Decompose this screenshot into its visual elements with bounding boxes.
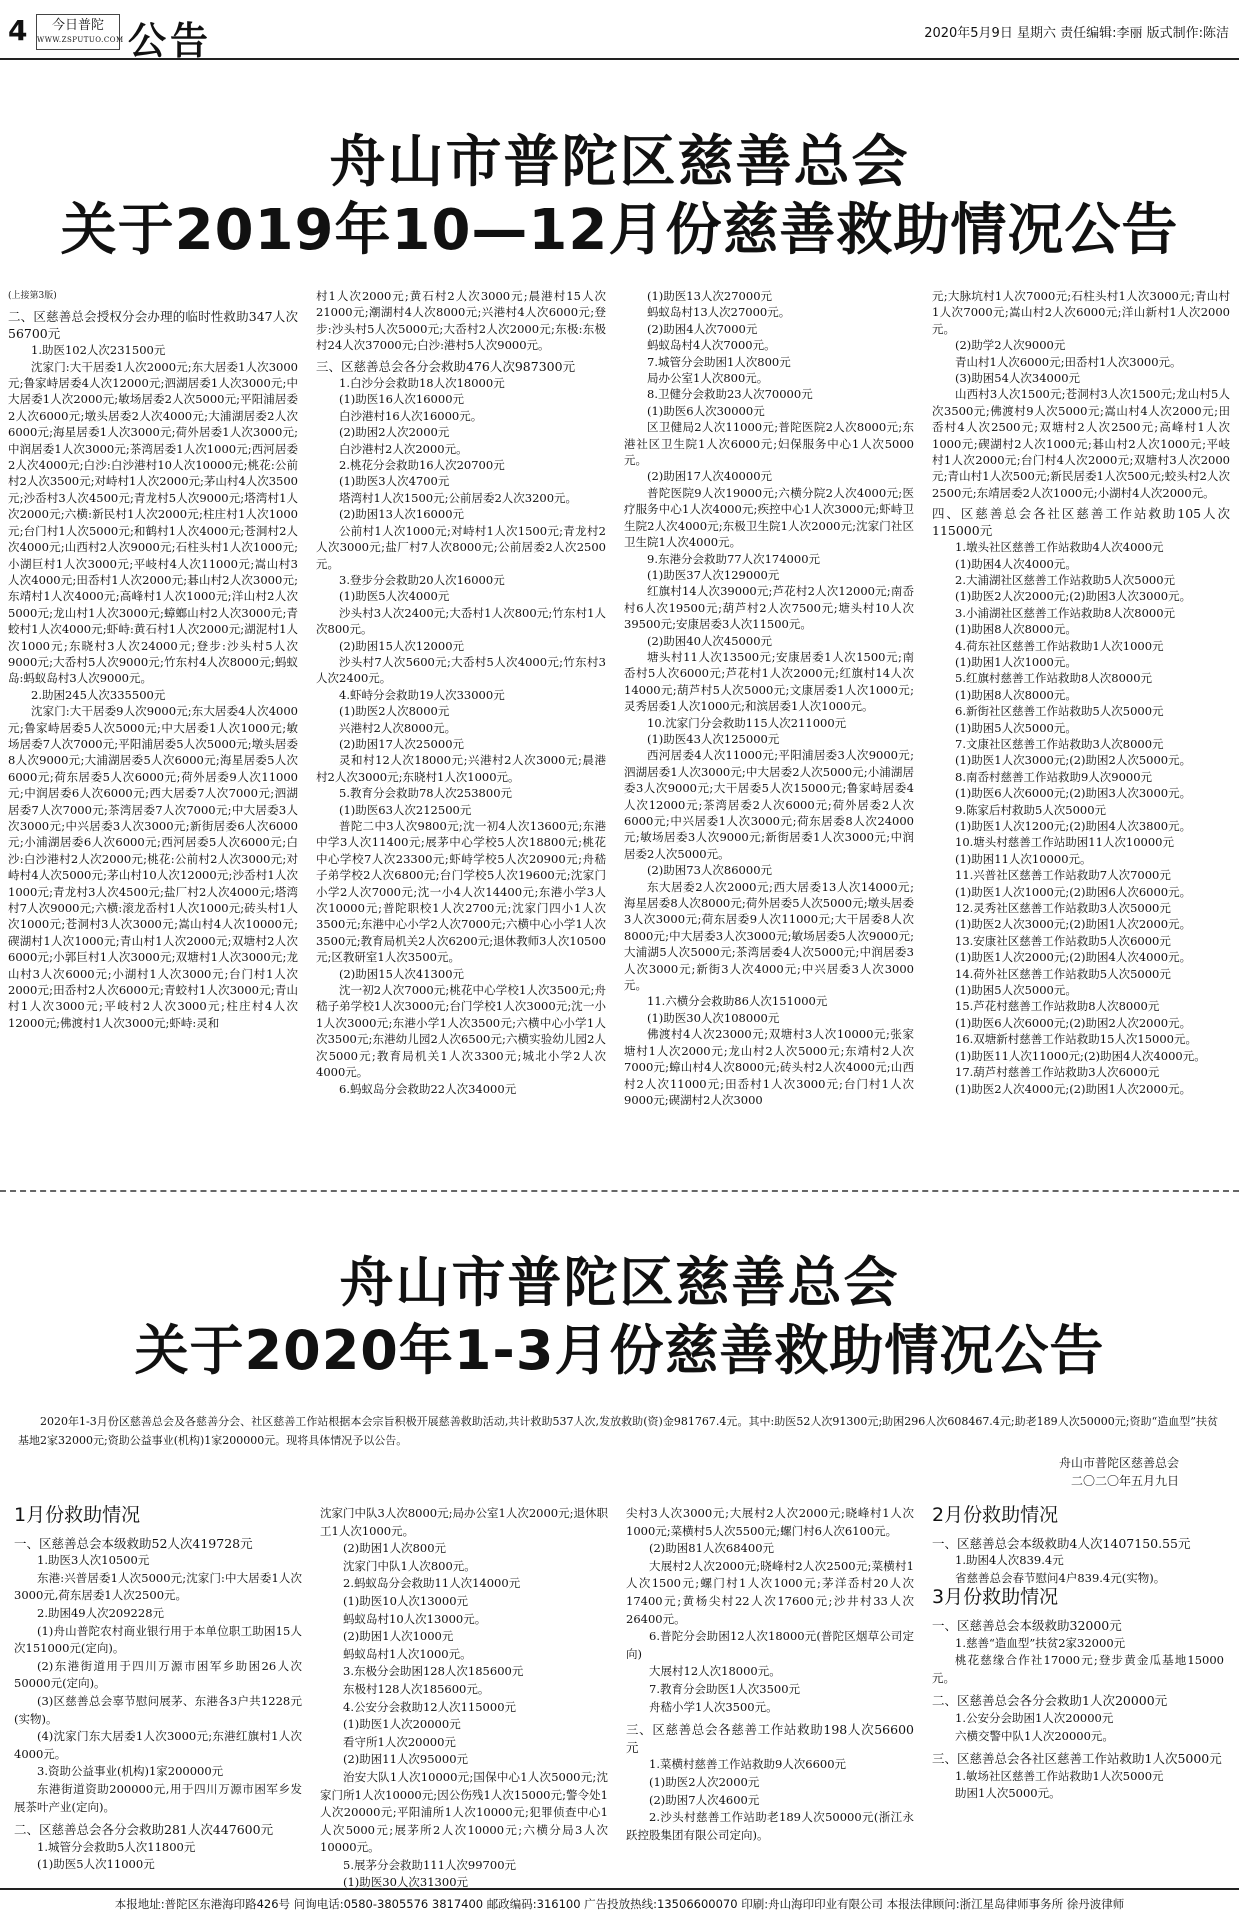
paragraph: (2)东港街道用于四川万源市困军乡助困26人次50000元(定向)。 <box>14 1658 302 1691</box>
paragraph: (1)助医11人次11000元;(2)助困4人次4000元。 <box>955 1048 1206 1063</box>
paragraph: (1)助医6人次6000元;(2)助困2人次2000元。 <box>955 1015 1192 1030</box>
paragraph: 塘头村11人次13500元;安康居委1人次1500元;南岙村5人次6000元;芦花村1人次2000元;红旗村14人次14000元;葫芦村5人次5000元;文康居委1人次1000元;灵秀居委1人次1000元;和滨居委1人次1000元。 <box>624 649 914 714</box>
paragraph: 6.新街社区慈善工作站救助5人次5000元 <box>955 704 1164 719</box>
paragraph: 1.公安分会助困1人次20000元 <box>955 1710 1114 1725</box>
paragraph: (1)助困1人次1000元。 <box>955 654 1077 669</box>
paragraph: 6.蚂蚁岛分会救助22人次34000元 <box>339 1081 517 1096</box>
paragraph: (2)助困40人次45000元 <box>647 633 773 648</box>
paragraph: (2)助困11人次95000元 <box>343 1752 469 1767</box>
notice2-title-line1: 舟山市普陀区慈善总会 <box>339 1251 900 1314</box>
paragraph: 3.小浦湖社区慈善工作站救助8人次8000元 <box>955 605 1176 620</box>
logo-url: WWW.ZSPUTUO.COM <box>37 36 124 44</box>
paragraph: 蚂蚁岛村4人次7000元。 <box>647 338 776 353</box>
paragraph: (1)助困5人次5000元。 <box>955 720 1077 735</box>
section-heading: 二、区慈善总会授权分会办理的临时性救助347人次56700元 <box>8 309 298 341</box>
paragraph: 白沙港村16人次16000元。 <box>339 408 483 423</box>
paragraph: 普陀二中3人次9800元;沈一初4人次13600元;东港中学3人次11400元;展茅中心学校5人次18800元;桃花中心学校7人次23300元;虾峙学校5人次20900元;舟嵇子弟学校2人次6800元;台门学校5人次19600元;沈家门小学2人次7000元;沈一小4人次14400元;东港小学3人次10000元;普陀职校1人次2700元;沈家门四小1人次3500元;东港中心小学2人次7000元;六横中心小学1人次3500元;教育局机关2人次6200元;退休教师3人次10500元;区教研室1人次3500元。 <box>316 819 606 965</box>
page-number: 4 <box>8 14 28 47</box>
notice2-column-1 <box>14 1505 302 1890</box>
section-heading: 一、区慈善总会本级救助32000元 <box>932 1617 1122 1633</box>
paragraph: 1.菜横村慈善工作站救助9人次6600元 <box>649 1757 847 1772</box>
paragraph: 东港街道资助200000元,用于四川万源市困军乡发展茶叶产业(定向)。 <box>14 1781 302 1814</box>
paragraph: 9.东港分会救助77人次174000元 <box>647 551 821 566</box>
month-heading: 2月份救助情况 <box>932 1505 1059 1526</box>
paragraph: 10.沈家门分会救助115人次211000元 <box>647 715 847 730</box>
paragraph: (1)助困8人次8000元。 <box>955 687 1077 702</box>
paragraph: 5.展茅分会救助111人次99700元 <box>343 1857 517 1872</box>
paragraph: (3)助困54人次34000元 <box>955 371 1081 386</box>
paragraph: (1)助困8人次8000元。 <box>955 622 1077 637</box>
section-heading: 四、区慈善总会各社区慈善工作站救助105人次115000元 <box>932 506 1230 538</box>
month-heading: 1月份救助情况 <box>14 1505 141 1526</box>
paragraph: 看守所1人次20000元 <box>343 1734 456 1749</box>
paragraph: 10.塘头村慈善工作站助困11人次10000元 <box>955 835 1175 850</box>
paragraph: 西河居委4人次11000元;平阳浦居委3人次9000元;泗湖居委1人次3000元;中大居委2人次5000元;小浦湖居委3人次9000元;大干居委5人次15000元;鲁家峙居委4人次12000元;茶湾居委2人次6000元;荷外居委2人次6000元;中兴居委1人次3000元;荷东居委8人次24000元;敏场居委3人次9000元;新街居委1人次3000元;中润居委2人次5000元。 <box>624 748 914 861</box>
paragraph: 1.慈善“造血型”扶贫2家32000元 <box>955 1635 1126 1650</box>
paragraph: (2)助困4人次7000元 <box>647 321 758 336</box>
date-editor-line: 2020年5月9日 星期六 责任编辑:李丽 版式制作:陈洁 <box>924 26 1229 41</box>
paragraph: 东港:兴普居委1人次5000元;沈家门:中大居委1人次3000元,荷东居委1人次2500元。 <box>14 1570 302 1603</box>
notice-divider <box>0 1190 1239 1192</box>
paragraph: 区卫健局2人次11000元;普陀医院2人次8000元;东港社区卫生院1人次6000元;妇保服务中心1人次5000元。 <box>624 420 914 468</box>
paragraph: (1)助医6人次6000元;(2)助困3人次3000元。 <box>955 786 1192 801</box>
paragraph: 蚂蚁岛村1人次1000元。 <box>343 1646 472 1661</box>
notice2-column-3 <box>626 1505 914 1890</box>
paragraph: (1)助医16人次16000元 <box>339 392 465 407</box>
paragraph: 3.资助公益事业(机构)1家200000元 <box>37 1764 224 1779</box>
paragraph: (1)助医2人次3000元;(2)助困1人次2000元。 <box>955 917 1192 932</box>
paragraph: (1)助医2人次2000元;(2)助困3人次3000元。 <box>955 589 1192 604</box>
paragraph: 2.沙头村慈善工作站助老189人次50000元(浙江永跃控股集团有限公司定向)。 <box>626 1810 914 1842</box>
paragraph: (1)助医30人次31300元 <box>343 1875 469 1890</box>
paragraph: 7.文康社区慈善工作站救助3人次8000元 <box>955 736 1164 751</box>
notice2-title-line2: 关于2020年1-3月份慈善救助情况公告 <box>134 1319 1105 1382</box>
paragraph: (1)助医5人次4000元 <box>339 589 450 604</box>
paragraph: 8.卫健分会救助23人次70000元 <box>647 387 813 402</box>
notice1-title-line1: 舟山市普陀区慈善总会 <box>329 130 910 195</box>
paragraph: 5.教育分会救助78人次253800元 <box>339 786 513 801</box>
paragraph: 3.登步分会救助20人次16000元 <box>339 572 505 587</box>
paragraph-continuation: 沈家门中队3人次8000元;局办公室1人次2000元;退休职工1人次1000元。 <box>320 1506 608 1538</box>
paragraph: 5.红旗村慈善工作站救助8人次8000元 <box>955 671 1153 686</box>
paragraph-continuation: 尖村3人次3000元;大展村2人次2000元;晓峰村1人次1000元;菜横村5人次5500元;螺门村6人次6100元。 <box>626 1506 914 1538</box>
paragraph: 12.灵秀社区慈善工作站救助3人次5000元 <box>955 901 1171 916</box>
paragraph: 沙头村3人次2400元;大岙村1人次800元;竹东村1人次800元。 <box>316 605 606 637</box>
paragraph: 灵和村12人次18000元;兴港村2人次3000元;晨港村2人次3000元;东晓村1人次1000元。 <box>316 753 606 784</box>
paragraph: 15.芦花村慈善工作站救助8人次8000元 <box>955 999 1160 1014</box>
paragraph: 佛渡村4人次23000元;双塘村3人次10000元;张家塘村1人次2000元;龙山村2人次5000元;东靖村2人次7000元;蟑山村4人次8000元;砖头村2人次4000元;山西村2人次11000元;田岙村1人次3000元;台门村1人次9000元;碶湖村2人次3000 <box>624 1027 914 1107</box>
paragraph: 9.陈家后村救助5人次5000元 <box>955 802 1107 817</box>
paragraph: 红旗村14人次39000元;芦花村2人次12000元;南岙村6人次19500元;葫芦村2人次7500元;塘头村10人次39500元;安康居委3人次11500元。 <box>624 584 914 632</box>
paragraph: 沈家门中队1人次800元。 <box>343 1558 476 1573</box>
paragraph: (2)助困13人次16000元 <box>339 507 465 522</box>
section-heading: 一、区慈善总会本级救助52人次419728元 <box>14 1535 253 1551</box>
newspaper-logo <box>36 14 124 50</box>
paragraph: (1)助医5人次11000元 <box>37 1857 155 1872</box>
paragraph: 沈家门:大干居委1人次2000元;东大居委1人次3000元;鲁家峙居委4人次12000元;泗湖居委1人次3000元;中大居委1人次2000元;敏场居委2人次5000元;平阳浦居委2人次6000元;墩头居委2人次4000元;大浦湖居委2人次6000元;海星居委1人次3000元;荷外居委1人次3000元;中润居委1人次3000元;茶湾居委1人次1000元;西河居委2人次4000元;白沙:白沙港村10人次10000元;桃花:公前村2人次3500元;对峙村1人次2000元;茅山村4人次3500元;沙岙村3人次4500元;青龙村5人次9000元;塔湾村1人次2000元;六横:新民村1人次2000元;柱庄村1人次1000元;台门村1人次5000元;和鹤村1人次4000元;苍洞村2人次4000元;山西村2人次9000元;石柱头村1人次1000元;小湖巨村1人次3000元;平岐村4人次11000元;嵩山村3人次4000元;田岙村1人次2000元;碁山村2人次3000元;东靖村1人次4000元;高峰村1人次1000元;洋山村2人次5000元;龙山村1人次3000元;蟑螂山村2人次3000元;青蛟村1人次4000元;虾峙:黄石村1人次2000元;湖泥村1人次1000元;东晓村3人次24000元;登步:沙头村5人次9000元;大岙村5人次9000元;竹东村4人次8000元;蚂蚁岛:蚂蚁岛村3人次9000元。 <box>8 359 298 686</box>
paragraph: 蚂蚁岛村13人次27000元。 <box>647 305 791 320</box>
paragraph: (1)助医10人次13000元 <box>343 1593 469 1608</box>
paragraph: 局办公室1人次800元。 <box>647 371 769 386</box>
paragraph: 青山村1人次6000元;田岙村1人次3000元。 <box>955 354 1182 369</box>
paragraph: 兴港村2人次8000元。 <box>339 720 457 735</box>
notice2-intro: 2020年1-3月份区慈善总会及各慈善分会、社区慈善工作站根据本会宗旨积极开展慈善救助活动,共计救助537人次,发放救助(资)金981767.4元。其中:助医52人次91300元;助困296人次608467.4元;助老189人次50000元;资助“造血型”扶贫基地2家32000元;资助公益事业(机构)1家200000元。现将具体情况予以公告。 <box>18 1415 1218 1447</box>
notice1-column-2 <box>316 288 606 1178</box>
paragraph: (1)助医43人次125000元 <box>647 731 780 746</box>
paragraph: 沙头村7人次5600元;大岙村5人次4000元;竹东村3人次2400元。 <box>316 654 606 686</box>
paragraph: 2.助困245人次335500元 <box>31 687 166 702</box>
section-heading: 三、区慈善总会各分会救助476人次987300元 <box>316 358 576 374</box>
paragraph: 沈一初2人次7000元;桃花中心学校1人次3500元;舟嵇子弟学校1人次3000元;台门学校1人次3000元;沈一小1人次3000元;东港小学1人次3500元;六横中心小学1人次3500元;东港幼儿园2人次6500元;六横实验幼儿园2人次5000元;教育局机关1人次3300元;城北小学2人次4000元。 <box>316 983 606 1080</box>
paragraph: 六横交警中队1人次20000元。 <box>955 1728 1114 1743</box>
header-rule <box>0 58 1239 60</box>
section-heading: 三、区慈善总会各慈善工作站救助198人次56600元 <box>626 1722 914 1755</box>
paragraph: (2)助困1人次800元 <box>343 1541 447 1556</box>
paragraph: (1)助医1人次20000元 <box>343 1717 461 1732</box>
paragraph: (2)助学2人次9000元 <box>955 338 1066 353</box>
paragraph: (1)助困5人次5000元。 <box>955 983 1077 998</box>
paragraph: 大展村2人次2000元;晓峰村2人次2500元;菜横村1人次1500元;螺门村1人次1000元;茅洋岙村20人次17400元;黄杨尖村22人次17600元;沙井村33人次26400元。 <box>626 1558 914 1626</box>
notice2-column-2 <box>320 1505 608 1890</box>
paragraph: 1.敏场社区慈善工作站救助1人次5000元 <box>955 1768 1164 1783</box>
paragraph: 1.助医3人次10500元 <box>37 1553 150 1568</box>
paragraph: (1)助困4人次4000元。 <box>955 556 1077 571</box>
footer-info: 本报地址:普陀区东港海印路426号 问询电话:0580-3805576 3817400 邮政编码:316100 广告投放热线:13506600070 印刷:舟山海印印业有限公司 本报法律顾问:浙江星岛律师事务所 徐丹波律师 <box>114 1897 1125 1911</box>
section-title: 公告 <box>128 19 213 63</box>
paragraph: (2)助困15人次12000元 <box>339 638 465 653</box>
paragraph: 1.城管分会救助5人次11800元 <box>37 1839 196 1854</box>
paragraph: (1)助医63人次212500元 <box>339 802 472 817</box>
paragraph: (2)助困2人次2000元 <box>339 425 450 440</box>
paragraph: (4)沈家门东大居委1人次3000元;东港红旗村1人次4000元。 <box>14 1729 302 1761</box>
paragraph: 1.助困4人次839.4元 <box>955 1553 1064 1568</box>
paragraph: (2)助困81人次68400元 <box>649 1541 775 1556</box>
paragraph: 8.南岙村慈善工作站救助9人次9000元 <box>955 769 1153 784</box>
paragraph: (1)助医3人次4700元 <box>339 474 450 489</box>
paragraph: 省慈善总会春节慰问4户839.4元(实物)。 <box>955 1570 1166 1585</box>
paragraph: (1)助医2人次8000元 <box>339 704 450 719</box>
paragraph: 普陀医院9人次19000元;六横分院2人次4000元;医疗服务中心1人次4000元;疾控中心1人次3000元;虾峙卫生院2人次4000元;东极卫生院1人次2000元;沈家门社区卫生院1人次4000元。 <box>624 485 914 550</box>
paragraph: 塔湾村1人次1500元;公前居委2人次3200元。 <box>339 490 578 505</box>
footer-rule <box>0 1888 1239 1890</box>
paragraph: 11.六横分会救助86人次151000元 <box>647 994 828 1009</box>
paragraph: 13.安康社区慈善工作站救助5人次6000元 <box>955 933 1171 948</box>
paragraph: (1)助医1人次3000元;(2)助困2人次5000元。 <box>955 753 1192 768</box>
paragraph: 16.双塘新村慈善工作站救助15人次15000元。 <box>955 1032 1198 1047</box>
paragraph: (2)助困17人次40000元 <box>647 469 773 484</box>
notice1-column-4 <box>932 288 1230 1178</box>
paragraph: (1)助医30人次108000元 <box>647 1010 780 1025</box>
notice1-column-3 <box>624 288 914 1178</box>
paragraph: 蚂蚁岛村10人次13000元。 <box>343 1611 487 1626</box>
paragraph: (1)舟山普陀农村商业银行用于本单位职工助困15人次151000元(定向)。 <box>14 1623 302 1656</box>
paragraph: (2)助困1人次1000元 <box>343 1629 454 1644</box>
paragraph: 4.公安分会救助12人次115000元 <box>343 1699 517 1714</box>
paragraph: 沈家门:大干居委9人次9000元;东大居委4人次4000元;鲁家峙居委5人次5000元;中大居委1人次1000元;敏场居委7人次7000元;平阳浦居委5人次5000元;墩头居委8人次9000元;大浦湖居委5人次6000元;海星居委5人次6000元;荷东居委5人次6000元;荷外居委9人次11000元;中润居委6人次6000元;西大居委7人次7000元;泗湖居委7人次7000元;茶湾居委7人次7000元;中大居委3人次3000元;中兴居委3人次3000元;新街居委6人次6000元;小浦湖居委6人次6000元;西河居委5人次6000元;白沙:白沙港村2人次2000元;桃花:公前村2人次3000元;对峙村4人次5000元;茅山村10人次12000元;沙岙村1人次1000元;青龙村3人次4500元;盐厂村2人次4000元;塔湾村7人次9000元;六横:滚龙岙村1人次1000元;砖头村1人次1000元;苍洞村3人次3000元;嵩山村4人次10000元;碶湖村1人次1000元;青山村1人次2000元;双塘村2人次6000元;小郭巨村1人次3000元;双塘村1人次3000元;龙山村3人次6000元;小湖村1人次3000元;台门村1人次2000元;田岙村2人次6000元;青蛟村1人次3000元;青山村1人次3000元;平岐村2人次3000元;柱庄村4人次12000元;佛渡村1人次3000元;虾峙:灵和 <box>8 704 298 1030</box>
paragraph: 2.桃花分会救助16人次20700元 <box>339 458 505 473</box>
notice2-signer: 舟山市普陀区慈善总会 <box>1058 1456 1179 1470</box>
paragraph: 14.荷外社区慈善工作站救助5人次5000元 <box>955 966 1171 981</box>
paragraph: 助困1人次5000元。 <box>955 1786 1061 1801</box>
paragraph: (2)助困15人次41300元 <box>339 966 465 981</box>
section-heading: 二、区慈善总会各分会救助1人次20000元 <box>932 1693 1168 1709</box>
paragraph: (1)助困11人次10000元。 <box>955 851 1092 866</box>
paragraph: 2.大浦湖社区慈善工作站救助5人次5000元 <box>955 572 1176 587</box>
paragraph: 3.东极分会助困128人次185600元 <box>343 1664 524 1679</box>
paragraph: (1)助医37人次129000元 <box>647 567 780 582</box>
paragraph: (2)助困73人次86000元 <box>647 863 773 878</box>
section-heading: 二、区慈善总会各分会救助281人次447600元 <box>14 1822 274 1838</box>
paragraph: 4.荷东社区慈善工作站救助1人次1000元 <box>955 638 1164 653</box>
notice1-title-line2: 关于2019年10—12月份慈善救助情况公告 <box>60 198 1179 263</box>
paragraph: (1)助医2人次4000元;(2)助困1人次2000元。 <box>955 1081 1192 1096</box>
paragraph: 2.蚂蚁岛分会救助11人次14000元 <box>343 1576 521 1591</box>
paragraph: 2.助困49人次209228元 <box>37 1605 165 1620</box>
paragraph: 东大居委2人次2000元;西大居委13人次14000元;海星居委8人次8000元;荷外居委5人次5000元;墩头居委3人次3000元;荷东居委9人次11000元;大干居委8人次8000元;中大居委3人次3000元;敏场居委5人次9000元;大浦湖5人次5000元;茶湾居委4人次5000元;中润居委3人次3000元;新街3人次4000元;中兴居委3人次3000元。 <box>624 879 914 993</box>
paragraph: (1)助医2人次2000元 <box>649 1774 760 1789</box>
paragraph: 1.墩头社区慈善工作站救助4人次4000元 <box>955 540 1164 555</box>
paragraph: 1.白沙分会救助18人次18000元 <box>339 376 505 391</box>
paragraph: 7.城管分会助困1人次800元 <box>647 354 791 369</box>
paragraph-continuation: 元;大脉坑村1人次7000元;石柱头村1人次3000元;青山村1人次7000元;嵩山村2人次6000元;洋山新村1人次2000元。 <box>932 289 1230 336</box>
paragraph: 7.教育分会助医1人次3500元 <box>649 1681 801 1696</box>
paragraph-continuation: 村1人次2000元;黄石村2人次3000元;晨港村15人次21000元;潮湖村4人次8000元;兴港村4人次6000元;登步:沙头村5人次5000元;大岙村2人次2000元;东极:东极村24人次37000元;白沙:港村5人次9000元。 <box>316 289 606 353</box>
section-heading: 三、区慈善总会各社区慈善工作站救助1人次5000元 <box>932 1751 1222 1767</box>
paragraph: 17.葫芦村慈善工作站救助3人次6000元 <box>955 1065 1160 1080</box>
paragraph: (3)区慈善总会辜节慰问展茅、东港各3户共1228元(实物)。 <box>14 1693 302 1726</box>
paragraph: 东极村128人次185600元。 <box>343 1681 490 1696</box>
masthead <box>0 0 1239 62</box>
notice2-sign-date: 二〇二〇年五月九日 <box>1070 1474 1179 1488</box>
logo-text: 今日普陀 <box>51 18 104 33</box>
paragraph: (1)助医6人次30000元 <box>647 403 765 418</box>
paragraph: 11.兴普社区慈善工作站救助7人次7000元 <box>955 868 1171 883</box>
continued-from-note: (上接第3版) <box>8 291 57 301</box>
paragraph: 1.助医102人次231500元 <box>31 343 166 358</box>
paragraph: 大展村12人次18000元。 <box>649 1664 781 1679</box>
paragraph: 白沙港村2人次2000元。 <box>339 441 468 456</box>
paragraph: 山西村3人次1500元;苍洞村3人次1500元;龙山村5人次3500元;佛渡村9人次5000元;嵩山村4人次2000元;田岙村4人次2500元;双塘村2人次2500元;高峰村1人次1000元;碶湖村2人次1000元;碁山村2人次1000元;平岐村1人次2000元;台门村4人次2000元;双塘村3人次2000元;青山村1人次500元;新民居委1人次500元;蛟头村2人次2500元;东靖居委2人次1000元;小湖村4人次2000元。 <box>932 387 1230 500</box>
paragraph: 舟嵇小学1人次3500元。 <box>649 1699 778 1714</box>
paragraph: 6.普陀分会助困12人次18000元(普陀区烟草公司定向) <box>626 1629 914 1661</box>
paragraph: (1)助医1人次1000元;(2)助困6人次6000元。 <box>955 884 1192 899</box>
paragraph: (1)助医1人次1200元;(2)助困4人次3800元。 <box>955 819 1192 833</box>
paragraph: 4.虾峙分会救助19人次33000元 <box>339 687 505 702</box>
notice2-column-4 <box>932 1505 1224 1890</box>
paragraph: 桃花慈缘合作社17000元;登步黄金瓜基地15000元。 <box>932 1653 1224 1685</box>
paragraph: (1)助医13人次27000元 <box>647 289 773 303</box>
paragraph: 治安大队1人次10000元;国保中心1人次5000元;沈家门所1人次10000元;因公伤残1人次15000元;警令处1人次20000元;平阳浦所1人次10000元;犯罪侦查中心1人次5000元;展茅所2人次10000元;六横分局3人次10000元。 <box>320 1769 608 1855</box>
paragraph: (2)助困7人次4600元 <box>649 1792 760 1807</box>
month-heading: 3月份救助情况 <box>932 1586 1059 1609</box>
section-heading: 一、区慈善总会本级救助4人次1407150.55元 <box>932 1535 1191 1551</box>
paragraph: 公前村1人次1000元;对峙村1人次1500元;青龙村2人次3000元;盐厂村7人次8000元;公前居委2人次2500元。 <box>316 523 606 571</box>
paragraph: (2)助困17人次25000元 <box>339 736 465 751</box>
notice1-column-1 <box>8 288 298 1178</box>
paragraph: (1)助医1人次2000元;(2)助困4人次4000元。 <box>955 950 1192 965</box>
